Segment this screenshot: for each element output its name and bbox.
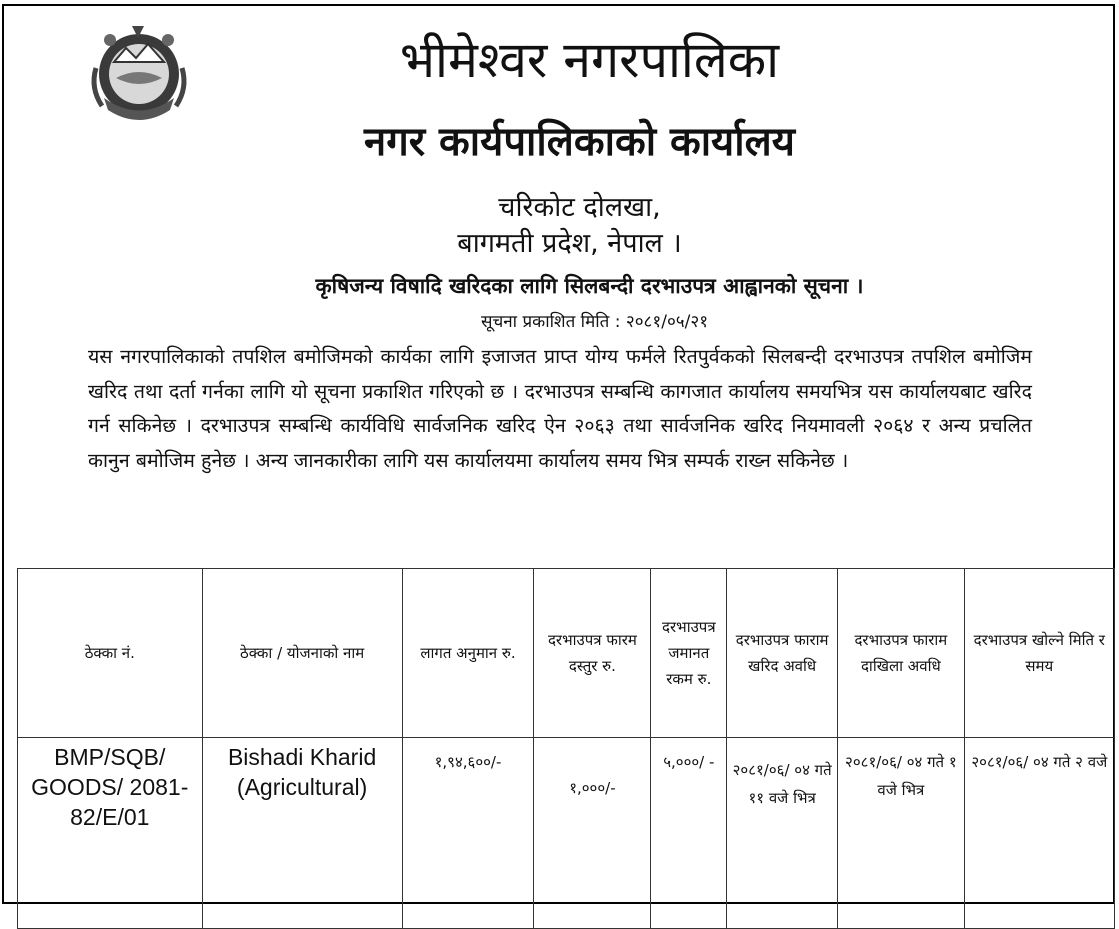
municipality-title: भीमेश्वर नगरपालिका	[399, 31, 780, 89]
table-header-row	[18, 569, 1115, 738]
col-header-form-fee: दरभाउपत्र फारम दस्तुर रु.	[534, 569, 651, 738]
table-row	[18, 738, 1115, 929]
submission-period-cell: २०८१/०६/ ०४ गते १ वजे भित्र	[838, 738, 964, 929]
contract-no-cell: BMP/SQB/ GOODS/ 2081- 82/E/01	[18, 738, 203, 929]
office-subtitle: नगर कार्यपालिकाको कार्यालय	[364, 119, 795, 165]
col-header-cost-estimate: लागत अनुमान रु.	[402, 569, 534, 738]
col-header-contract-no: ठेक्का नं.	[18, 569, 203, 738]
col-header-purchase-period: दरभाउपत्र फाराम खरिद अवधि	[727, 569, 838, 738]
address-line-1: चरिकोट दोलखा,	[498, 192, 661, 223]
form-fee-cell: १,०००/-	[534, 738, 651, 929]
col-header-opening-date: दरभाउपत्र खोल्ने मिति र समय	[964, 569, 1114, 738]
opening-date-cell: २०८१/०६/ ०४ गते २ वजे	[964, 738, 1114, 929]
col-header-submission-period: दरभाउपत्र फाराम दाखिला अवधि	[838, 569, 964, 738]
col-header-project-name: ठेक्का / योजनाको नाम	[202, 569, 402, 738]
col-header-bid-security: दरभाउपत्र जमानत रकम रु.	[651, 569, 727, 738]
tender-table	[17, 568, 1115, 929]
purchase-period-cell: २०८१/०६/ ०४ गते ११ वजे भित्र	[727, 738, 838, 929]
project-name-cell: Bishadi Kharid (Agricultural)	[202, 738, 402, 929]
notice-heading: कृषिजन्य विषादि खरिदका लागि सिलबन्दी दरभाउपत्र आह्वानको सूचना ।	[315, 274, 864, 298]
address-line-2: बागमती प्रदेश, नेपाल ।	[457, 228, 682, 259]
published-date: सूचना प्रकाशित मिति : २०८१/०५/२१	[480, 312, 709, 332]
notice-body: यस नगरपालिकाको तपशिल बमोजिमको कार्यका लागि इजाजत प्राप्त योग्य फर्मले रितपुर्वकको सिलबन्दी दरभाउपत्र तपशिल बमोजिम खरिद तथा दर्ता गर्नका लागि यो सूचना प्रकाशित गरिएको छ । दरभाउपत्र सम्बन्धि कागजात कार्यालय समयभित्र यस कार्यालयबाट खरिद गर्न सकिनेछ । दरभाउपत्र सम्बन्धि कार्यविधि सार्वजनिक खरिद ऐन २०६३ तथा सार्वजनिक खरिद नियमावली २०६४ र अन्य प्रचलित कानुन बमोजिम हुनेछ । अन्य जानकारीका लागि यस कार्यालयमा कार्यालय समय भित्र सम्पर्क राख्न सकिनेछ ।	[88, 345, 1032, 472]
bid-security-cell: ५,०००/ -	[651, 738, 727, 929]
cost-estimate-cell: १,९४,६००/-	[402, 738, 534, 929]
